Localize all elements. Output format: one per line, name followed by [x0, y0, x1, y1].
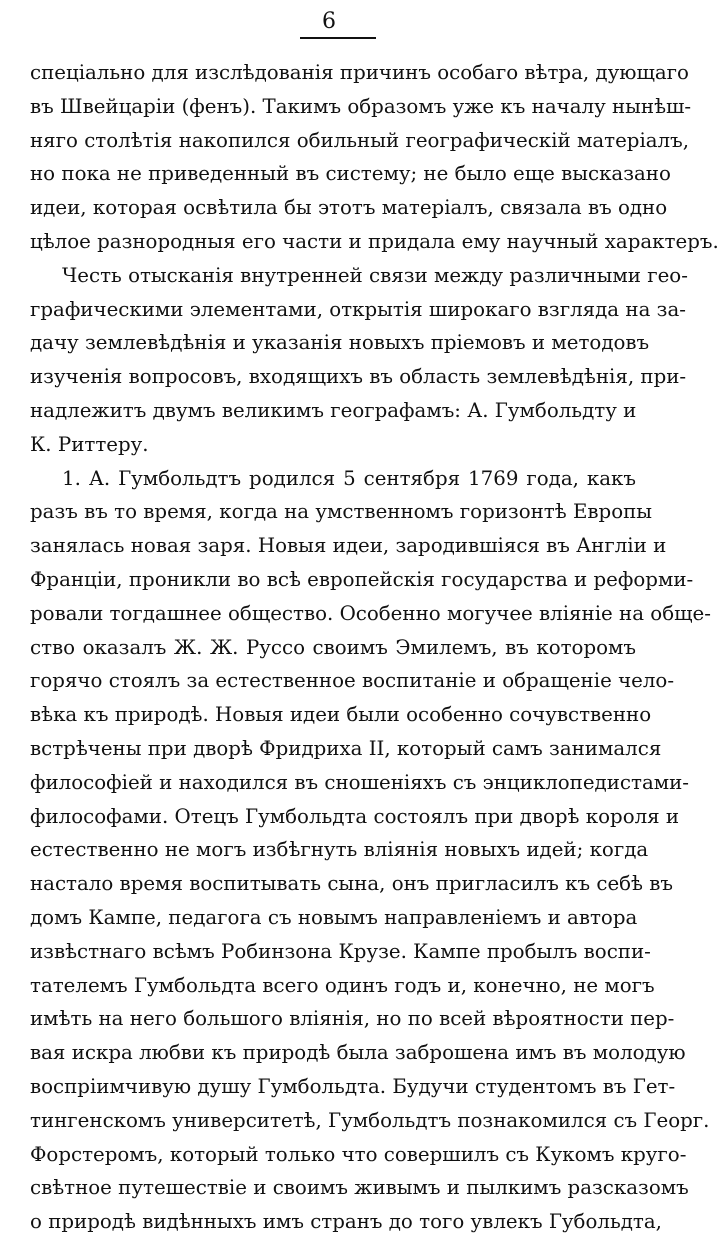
text-line: Францiи, проникли во всѣ европейскiя государства и реформи-: [30, 567, 694, 591]
text-line: разъ въ то время, когда на умственномъ горизонтѣ Европы: [30, 500, 653, 524]
text-line: въ Швейцарiи (фенъ). Такимъ образомъ уже къ началу нынѣш-: [30, 94, 692, 118]
text-line: ство оказалъ Ж. Ж. Руссо своимъ Эмилемъ, въ которомъ: [30, 635, 636, 659]
text-line: свѣтное путешествiе и своимъ живымъ и пылкимъ разсказомъ: [30, 1176, 689, 1200]
text-line: настало время воспитывать сына, онъ пригласилъ къ себѣ въ: [30, 872, 673, 896]
text-line: имѣть на него большого влiянiя, но по всей вѣроятности пер-: [30, 1007, 675, 1031]
text-line: вая искра любви къ природѣ была заброшена имъ въ молодую: [30, 1041, 686, 1065]
text-line: дачу землевѣдѣнiя и указанiя новыхъ прiемовъ и методовъ: [30, 331, 650, 355]
text-line: естественно не могъ избѣгнуть влiянiя новыхъ идей; когда: [30, 838, 649, 862]
text-line: тателемъ Гумбольдта всего одинъ годъ и, конечно, не могъ: [30, 973, 655, 997]
text-line: идеи, которая освѣтила бы этотъ матерiалъ, связала въ одно: [30, 196, 668, 220]
text-line: домъ Кампе, педагога съ новымъ направленiемъ и автора: [30, 905, 638, 929]
text-line: тингенскомъ университетѣ, Гумбольдтъ познакомился съ Георг.: [30, 1108, 710, 1132]
text-line: изученiя вопросовъ, входящихъ въ область землевѣдѣнiя, при-: [30, 365, 687, 389]
text-line: о природѣ видѣнныхъ имъ странъ до того увлекъ Губольдта,: [30, 1210, 662, 1234]
page-number: 6: [322, 9, 336, 34]
text-line: горячо стоялъ за естественное воспитанiе и обращенiе чело-: [30, 669, 675, 693]
text-line: философiей и находился въ сношенiяхъ съ энциклопедистами-: [30, 770, 689, 794]
header-rule: [300, 37, 376, 39]
text-line: встрѣчены при дворѣ Фридриха II, который самъ занимался: [30, 736, 662, 760]
text-line: занялась новая заря. Новыя идеи, зародившiяся въ Англiи и: [30, 534, 667, 558]
text-line: воспрiимчивую душу Гумбольдта. Будучи студентомъ въ Гет-: [30, 1074, 676, 1098]
text-line: спецiально для изслѣдованiя причинъ особаго вѣтра, дующаго: [30, 61, 689, 84]
text-line: 1. А. Гумбольдтъ родился 5 сентября 1769 года, какъ: [62, 466, 636, 490]
text-line: Форстеромъ, который только что совершилъ съ Кукомъ круго-: [30, 1142, 687, 1166]
text-line: философами. Отецъ Гумбольдта состоялъ при дворѣ короля и: [30, 804, 680, 828]
text-line: извѣстнаго всѣмъ Робинзона Крузе. Кампе пробылъ воспи-: [30, 939, 651, 963]
text-line: К. Риттеру.: [30, 432, 149, 456]
text-line: Честь отысканiя внутренней связи между различными гео-: [62, 263, 688, 287]
text-line: цѣлое разнородныя его части и придала ему научный характеръ.: [30, 229, 719, 253]
text-line: вѣка къ природѣ. Новыя идеи были особенно сочувственно: [30, 703, 652, 727]
body-text: [30, 56, 719, 1239]
text-line: надлежитъ двумъ великимъ географамъ: А. Гумбольдту и: [30, 398, 637, 422]
text-line: но пока не приведенный въ систему; не было еще высказано: [30, 162, 671, 186]
text-line: няго столѣтiя накопился обильный географическiй матерiалъ,: [30, 128, 690, 152]
text-line: графическими элементами, открытiя широкаго взгляда на за-: [30, 297, 686, 321]
text-line: ровали тогдашнее общество. Особенно могучее влiянiе на обще-: [30, 601, 711, 625]
